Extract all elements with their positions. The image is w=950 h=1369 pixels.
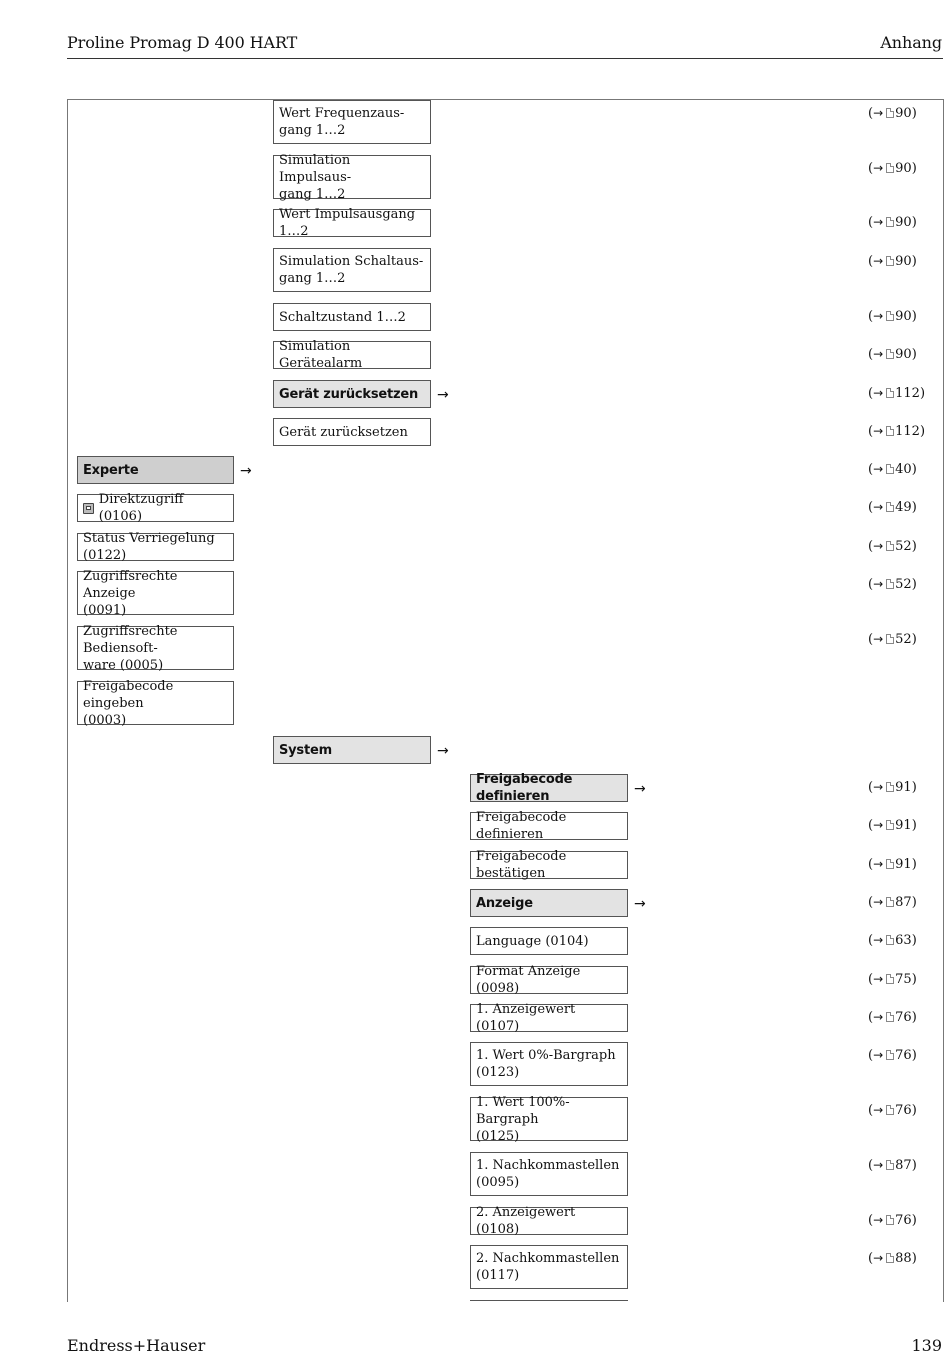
parameter-2-anzeigewert-0108 xyxy=(470,1207,628,1235)
reference-arrow-icon: → xyxy=(873,539,884,553)
page-icon xyxy=(886,426,894,436)
page-reference: (→ 90) xyxy=(868,215,917,230)
reference-page-number: 76 xyxy=(895,1048,912,1063)
page-reference: (→ 87) xyxy=(868,895,917,910)
submenu-arrow-icon: → xyxy=(437,743,449,759)
entry-label: Direktzugriff (0106) xyxy=(98,492,184,524)
page-reference: (→ 76) xyxy=(868,1103,917,1118)
parameter-simulation-impulsaus-gang-1-2 xyxy=(273,152,431,202)
reference-arrow-icon: → xyxy=(873,1010,884,1024)
entry-label: Zugriffsrechte Bediensoft- ware (0005) xyxy=(83,623,178,673)
reference-page-number: 112 xyxy=(895,424,920,439)
parameter-simulation-gerätealarm xyxy=(273,341,431,369)
page-reference: (→ 112) xyxy=(868,386,926,401)
reference-page-number: 91 xyxy=(895,857,912,872)
page-icon xyxy=(886,464,894,474)
reference-arrow-icon: → xyxy=(873,1103,884,1117)
parameter-1-anzeigewert-0107 xyxy=(470,1004,628,1032)
reference-arrow-icon: → xyxy=(873,1158,884,1172)
entry-label: System xyxy=(279,742,332,758)
parameter-language-0104 xyxy=(470,927,628,955)
reference-page-number: 87 xyxy=(895,1158,912,1173)
page-reference: (→ 112) xyxy=(868,424,926,439)
page-reference: (→ 90) xyxy=(868,254,917,269)
reference-arrow-icon: → xyxy=(873,1048,884,1062)
reference-page-number: 91 xyxy=(895,818,912,833)
page-icon xyxy=(886,782,894,792)
page-reference: (→ 88) xyxy=(868,1251,917,1266)
entry-label: 1. Wert 100%-Bargraph (0125) xyxy=(476,1094,570,1144)
parameter-zugriffsrechte-bediensoft-ware-0005 xyxy=(77,623,234,673)
reference-arrow-icon: → xyxy=(873,632,884,646)
entry-label: Wert Frequenzaus- gang 1…2 xyxy=(279,106,405,138)
page-reference: (→ 90) xyxy=(868,347,917,362)
reference-arrow-icon: → xyxy=(873,347,884,361)
reference-arrow-icon: → xyxy=(873,577,884,591)
reference-page-number: 52 xyxy=(895,577,912,592)
page-icon xyxy=(886,388,894,398)
page-icon xyxy=(886,935,894,945)
page-reference: (→ 76) xyxy=(868,1213,917,1228)
entry-label: Freigabecode definieren xyxy=(476,772,573,804)
entry-label: Wert Impulsausgang 1…2 xyxy=(279,207,416,239)
entry-label: Simulation Schaltaus- gang 1…2 xyxy=(279,254,424,286)
parameter-1-wert-0-bargraph-0123 xyxy=(470,1042,628,1086)
parameter-freigabecode-bestätigen xyxy=(470,851,628,879)
publisher: Endress+Hauser xyxy=(67,1336,206,1355)
parameter-format-anzeige-0098 xyxy=(470,966,628,994)
reference-page-number: 88 xyxy=(895,1251,912,1266)
page-icon xyxy=(886,1050,894,1060)
page-reference: (→ 52) xyxy=(868,632,917,647)
page-icon xyxy=(886,108,894,118)
submenu-arrow-icon: → xyxy=(634,896,646,912)
entry-label: Anzeige xyxy=(476,895,533,911)
entry-label: Experte xyxy=(83,462,139,478)
document-title: Proline Promag D 400 HART xyxy=(67,33,298,52)
reference-arrow-icon: → xyxy=(873,1213,884,1227)
page-icon xyxy=(886,1012,894,1022)
page-icon xyxy=(886,217,894,227)
page-icon xyxy=(886,541,894,551)
entry-label: Freigabecode eingeben (0003) xyxy=(83,678,174,728)
page-reference: (→ 91) xyxy=(868,780,917,795)
parameter-2-nachkommastellen-0117 xyxy=(470,1245,628,1289)
page-icon xyxy=(886,256,894,266)
menu-anzeige xyxy=(470,889,628,917)
reference-page-number: 52 xyxy=(895,632,912,647)
parameter-wert-frequenzaus-gang-1-2 xyxy=(273,100,431,144)
page-reference: (→ 87) xyxy=(868,1158,917,1173)
reference-arrow-icon: → xyxy=(873,818,884,832)
reference-page-number: 75 xyxy=(895,972,912,987)
reference-page-number: 52 xyxy=(895,539,912,554)
page-icon xyxy=(886,974,894,984)
keypad-icon xyxy=(83,503,94,514)
entry-label: Schaltzustand 1…2 xyxy=(279,309,406,325)
reference-page-number: 90 xyxy=(895,347,912,362)
reference-arrow-icon: → xyxy=(873,1251,884,1265)
reference-page-number: 90 xyxy=(895,215,912,230)
parameter-gerät-zurücksetzen xyxy=(273,418,431,446)
reference-page-number: 87 xyxy=(895,895,912,910)
entry-label: 1. Anzeigewert (0107) xyxy=(476,1002,576,1034)
entry-label: Freigabecode definieren xyxy=(476,810,567,842)
reference-page-number: 49 xyxy=(895,500,912,515)
reference-page-number: 76 xyxy=(895,1010,912,1025)
parameter-direktzugriff-0106 xyxy=(77,494,234,522)
reference-page-number: 90 xyxy=(895,161,912,176)
reference-arrow-icon: → xyxy=(873,309,884,323)
page-icon xyxy=(886,1160,894,1170)
submenu-arrow-icon: → xyxy=(634,781,646,797)
page-reference: (→ 90) xyxy=(868,106,917,121)
menu-gerät-zurücksetzen xyxy=(273,380,431,408)
parameter-status-verriegelung-0122 xyxy=(77,533,234,561)
reference-arrow-icon: → xyxy=(873,462,884,476)
page-reference: (→ 76) xyxy=(868,1010,917,1025)
reference-page-number: 90 xyxy=(895,309,912,324)
page-number: 139 xyxy=(911,1336,942,1355)
page-icon xyxy=(886,163,894,173)
parameter-1-nachkommastellen-0095 xyxy=(470,1152,628,1196)
reference-arrow-icon: → xyxy=(873,106,884,120)
page-icon xyxy=(886,502,894,512)
page-reference: (→ 52) xyxy=(868,539,917,554)
reference-arrow-icon: → xyxy=(873,215,884,229)
page-icon xyxy=(886,1253,894,1263)
page-reference: (→ 90) xyxy=(868,309,917,324)
entry-label: Freigabecode bestätigen xyxy=(476,849,567,881)
page-icon xyxy=(886,820,894,830)
page-icon xyxy=(886,897,894,907)
section-title: Anhang xyxy=(880,33,942,52)
header-rule xyxy=(67,58,943,59)
entry-label: 2. Nachkommastellen (0117) xyxy=(476,1251,620,1283)
entry-label: Gerät zurücksetzen xyxy=(279,386,419,402)
reference-arrow-icon: → xyxy=(873,500,884,514)
parameter-freigabecode-eingeben-0003 xyxy=(77,678,234,728)
entry-label: Format Anzeige (0098) xyxy=(476,964,581,996)
entry-label: 1. Wert 0%-Bargraph (0123) xyxy=(476,1048,616,1080)
page-icon xyxy=(886,311,894,321)
page-reference: (→ 75) xyxy=(868,972,917,987)
reference-arrow-icon: → xyxy=(873,386,884,400)
reference-arrow-icon: → xyxy=(873,424,884,438)
page-icon xyxy=(886,579,894,589)
entry-label: Simulation Gerätealarm xyxy=(279,339,363,371)
parameter-freigabecode-definieren xyxy=(470,812,628,840)
reference-arrow-icon: → xyxy=(873,161,884,175)
page-reference: (→ 91) xyxy=(868,857,917,872)
reference-page-number: 40 xyxy=(895,462,912,477)
page-reference: (→ 40) xyxy=(868,462,917,477)
menu-freigabecode-definieren xyxy=(470,774,628,802)
reference-page-number: 112 xyxy=(895,386,920,401)
menu-experte xyxy=(77,456,234,484)
parameter-simulation-schaltaus-gang-1-2 xyxy=(273,248,431,292)
page-reference: (→ 52) xyxy=(868,577,917,592)
reference-arrow-icon: → xyxy=(873,933,884,947)
page-icon xyxy=(886,1105,894,1115)
reference-arrow-icon: → xyxy=(873,857,884,871)
page-reference: (→ 90) xyxy=(868,161,917,176)
reference-page-number: 90 xyxy=(895,106,912,121)
page-icon xyxy=(886,349,894,359)
parameter-continued xyxy=(470,1300,628,1301)
page-reference: (→ 63) xyxy=(868,933,917,948)
reference-arrow-icon: → xyxy=(873,972,884,986)
entry-label: 2. Anzeigewert (0108) xyxy=(476,1205,576,1237)
reference-page-number: 90 xyxy=(895,254,912,269)
reference-page-number: 76 xyxy=(895,1103,912,1118)
reference-arrow-icon: → xyxy=(873,780,884,794)
page-icon xyxy=(886,1215,894,1225)
submenu-arrow-icon: → xyxy=(240,463,252,479)
parameter-1-wert-100-bargraph-0125 xyxy=(470,1094,628,1144)
entry-label: Gerät zurücksetzen xyxy=(279,424,408,440)
page-icon xyxy=(886,634,894,644)
entry-label: 1. Nachkommastellen (0095) xyxy=(476,1158,620,1190)
parameter-wert-impulsausgang-1-2 xyxy=(273,209,431,237)
parameter-schaltzustand-1-2 xyxy=(273,303,431,331)
reference-arrow-icon: → xyxy=(873,254,884,268)
reference-page-number: 76 xyxy=(895,1213,912,1228)
reference-page-number: 91 xyxy=(895,780,912,795)
reference-page-number: 63 xyxy=(895,933,912,948)
page-reference: (→ 49) xyxy=(868,500,917,515)
entry-label: Language (0104) xyxy=(476,933,589,949)
entry-label: Status Verriegelung (0122) xyxy=(83,531,215,563)
page-reference: (→ 76) xyxy=(868,1048,917,1063)
entry-label: Simulation Impulsaus- gang 1…2 xyxy=(279,152,352,202)
page-reference: (→ 91) xyxy=(868,818,917,833)
entry-label: Zugriffsrechte Anzeige (0091) xyxy=(83,568,178,618)
submenu-arrow-icon: → xyxy=(437,387,449,403)
page-icon xyxy=(886,859,894,869)
reference-arrow-icon: → xyxy=(873,895,884,909)
parameter-zugriffsrechte-anzeige-0091 xyxy=(77,568,234,618)
menu-system xyxy=(273,736,431,764)
